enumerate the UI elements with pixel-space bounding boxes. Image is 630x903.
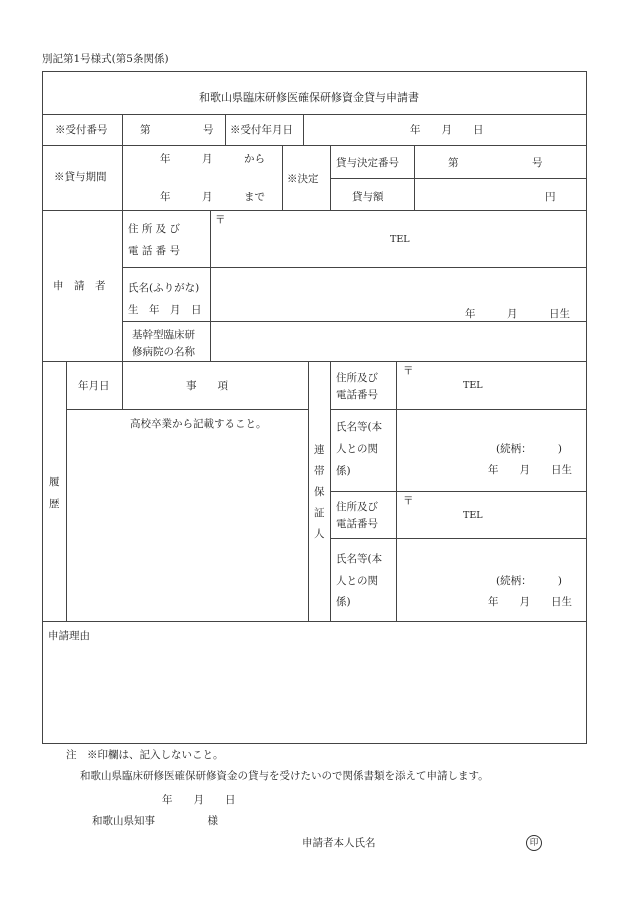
rule bbox=[122, 361, 123, 410]
guarantor2-relation: (続柄： ) bbox=[496, 575, 562, 587]
guarantor1-address-label-line1: 住所及び bbox=[336, 372, 378, 384]
history-label-char1: 履 bbox=[49, 476, 60, 488]
outer-left-border bbox=[42, 71, 43, 744]
history-date-header: 年月日 bbox=[78, 380, 110, 392]
guarantor-label-char: 帯 bbox=[314, 465, 325, 477]
rule bbox=[414, 145, 415, 211]
rule bbox=[66, 361, 67, 622]
seal-mark: 印 bbox=[526, 835, 542, 851]
rule bbox=[122, 267, 587, 268]
form-title: 和歌山県臨床研修医確保研修資金貸与申請書 bbox=[199, 91, 419, 104]
applicant-postal-mark: 〒 bbox=[215, 214, 226, 226]
rule bbox=[122, 114, 123, 362]
applicant-tel-label: TEL bbox=[390, 234, 410, 245]
rule bbox=[303, 114, 304, 146]
loan-period-from: 年 月 から bbox=[160, 153, 265, 165]
rule bbox=[330, 361, 331, 622]
guarantor-label-char: 連 bbox=[314, 444, 325, 456]
hospital-label-line1: 基幹型臨床研 bbox=[132, 329, 195, 341]
loan-period-label: ※貸与期間 bbox=[54, 171, 107, 183]
rule bbox=[225, 114, 226, 146]
rule bbox=[42, 114, 587, 115]
decision-number-value: 第 号 bbox=[448, 157, 543, 169]
outer-bottom-border bbox=[42, 743, 587, 744]
guarantor2-postal-mark: 〒 bbox=[403, 495, 414, 507]
rule bbox=[42, 210, 587, 211]
guarantor2-address-label-line2: 電話番号 bbox=[336, 518, 378, 530]
history-label-char2: 歴 bbox=[49, 498, 60, 510]
rule bbox=[210, 210, 211, 362]
outer-right-border bbox=[586, 71, 587, 744]
footer-note: 注 ※印欄は、記入しないこと。 bbox=[66, 749, 224, 761]
guarantor2-address-label-line1: 住所及び bbox=[336, 501, 378, 513]
guarantor-label-char: 人 bbox=[314, 528, 325, 540]
loan-period-to: 年 月 まで bbox=[160, 191, 265, 203]
decision-label: ※決定 bbox=[287, 173, 319, 185]
decision-number-label: 貸与決定番号 bbox=[336, 157, 399, 169]
rule bbox=[330, 178, 587, 179]
guarantor1-address-label-line2: 電話番号 bbox=[336, 389, 378, 401]
guarantor2-name-label-line3: 係) bbox=[336, 596, 351, 608]
guarantor2-birth-date: 年 月 日生 bbox=[488, 596, 572, 608]
addressee: 和歌山県知事 様 bbox=[92, 815, 218, 827]
rule bbox=[42, 361, 587, 362]
guarantor1-relation: (続柄： ) bbox=[496, 443, 562, 455]
applicant-address-label-line1: 住 所 及 び bbox=[128, 223, 181, 235]
applicant-address-label-line2: 電 話 番 号 bbox=[128, 245, 181, 257]
guarantor1-name-label-line1: 氏名等(本 bbox=[336, 421, 383, 433]
guarantor1-name-label-line3: 係) bbox=[336, 465, 351, 477]
reason-label: 申請理由 bbox=[48, 630, 90, 642]
loan-amount-label: 貸与額 bbox=[352, 191, 384, 203]
applicant-birth-date: 年 月 日生 bbox=[465, 308, 570, 320]
guarantor1-birth-date: 年 月 日生 bbox=[488, 464, 572, 476]
history-note: 高校卒業から記載すること。 bbox=[130, 418, 267, 430]
reception-number-label: ※受付番号 bbox=[55, 124, 108, 136]
guarantor-label-char: 保 bbox=[314, 486, 325, 498]
outer-top-border bbox=[42, 71, 587, 72]
rule bbox=[330, 538, 587, 539]
rule bbox=[66, 409, 308, 410]
application-date: 年 月 日 bbox=[162, 794, 236, 806]
rule bbox=[122, 321, 587, 322]
loan-amount-unit: 円 bbox=[545, 191, 556, 203]
guarantor2-name-label-line2: 人との関 bbox=[336, 575, 378, 587]
reception-date-value: 年 月 日 bbox=[410, 124, 484, 136]
rule bbox=[42, 145, 587, 146]
rule bbox=[330, 491, 587, 492]
guarantor1-name-label-line2: 人との関 bbox=[336, 443, 378, 455]
guarantor1-postal-mark: 〒 bbox=[403, 365, 414, 377]
applicant-label: 申 請 者 bbox=[53, 280, 106, 292]
guarantor1-tel-label: TEL bbox=[463, 380, 483, 391]
signature-label: 申請者本人氏名 bbox=[302, 837, 376, 849]
rule bbox=[282, 145, 283, 211]
hospital-label-line2: 修病院の名称 bbox=[132, 346, 195, 358]
form-reference: 別記第1号様式(第5条関係) bbox=[42, 53, 169, 65]
guarantor-label-char: 証 bbox=[314, 507, 325, 519]
guarantor2-tel-label: TEL bbox=[463, 510, 483, 521]
reception-date-label: ※受付年月日 bbox=[230, 124, 293, 136]
rule bbox=[42, 621, 587, 622]
rule bbox=[308, 361, 309, 622]
applicant-name-label-line2: 生 年 月 日 bbox=[128, 304, 202, 316]
rule bbox=[396, 361, 397, 622]
guarantor2-name-label-line1: 氏名等(本 bbox=[336, 553, 383, 565]
history-matter-header: 事 項 bbox=[186, 380, 228, 392]
reception-number-value: 第 号 bbox=[140, 124, 214, 136]
applicant-name-label-line1: 氏名(ふりがな) bbox=[128, 282, 200, 294]
rule bbox=[330, 145, 331, 211]
application-statement: 和歌山県臨床研修医確保研修資金の貸与を受けたいので関係書類を添えて申請します。 bbox=[80, 770, 489, 782]
rule bbox=[330, 409, 587, 410]
